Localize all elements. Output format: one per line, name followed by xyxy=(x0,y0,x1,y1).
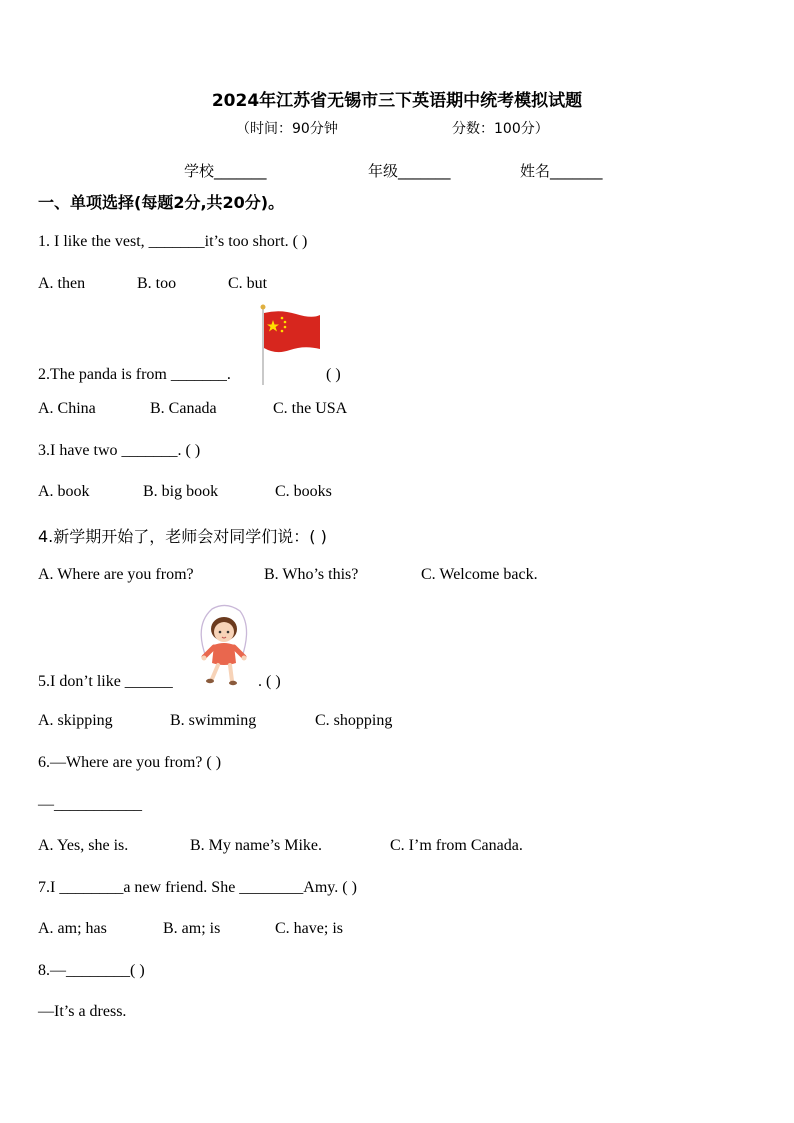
q2-option-b: B. Canada xyxy=(150,400,217,417)
exam-title: 2024年江苏省无锡市三下英语期中统考模拟试题 xyxy=(211,91,583,111)
section-heading: 一、单项选择(每题2分,共20分)。 xyxy=(38,193,285,212)
q5-option-b: B. swimming xyxy=(170,712,257,729)
q7-option-c: C. have; is xyxy=(275,920,343,937)
q5-answer-paren: . ( ) xyxy=(258,673,281,690)
q6-answer-line: —___________ xyxy=(38,796,142,813)
question-4: 4.新学期开始了，老师会对同学们说：( ) xyxy=(38,527,327,546)
q2-option-c: C. the USA xyxy=(273,400,348,417)
question-5: 5.I don’t like ______ xyxy=(38,673,173,690)
name-field: 姓名_______ xyxy=(520,162,603,180)
q4-option-c: C. Welcome back. xyxy=(421,566,538,583)
grade-field: 年级_______ xyxy=(368,162,451,180)
q3-option-c: C. books xyxy=(275,483,332,500)
question-2: 2.The panda is from _______. xyxy=(38,366,231,383)
question-3: 3.I have two _______. ( ) xyxy=(38,442,201,459)
girl-skipping-image xyxy=(192,603,256,689)
exam-time: （时间：90分钟 xyxy=(236,121,338,137)
question-1: 1. I like the vest, _______it’s too short. ( ) xyxy=(38,233,308,250)
question-8: 8.—________( ) xyxy=(38,962,145,979)
q1-option-c: C. but xyxy=(228,275,268,292)
q6-option-a: A. Yes, she is. xyxy=(38,837,129,854)
q3-option-b: B. big book xyxy=(143,483,219,500)
q5-option-a: A. skipping xyxy=(38,712,113,729)
q1-option-b: B. too xyxy=(137,275,177,292)
exam-score: 分数：100分） xyxy=(452,121,549,137)
q8-answer-line: —It’s a dress. xyxy=(38,1003,127,1020)
q6-option-c: C. I’m from Canada. xyxy=(390,837,523,854)
q2-option-a: A. China xyxy=(38,400,96,417)
question-7: 7.I ________a new friend. She ________Amy. ( ) xyxy=(38,879,357,896)
school-field: 学校_______ xyxy=(184,162,267,180)
q4-option-a: A. Where are you from? xyxy=(38,566,194,583)
q7-option-a: A. am; has xyxy=(38,920,107,937)
q3-option-a: A. book xyxy=(38,483,90,500)
q2-answer-paren: ( ) xyxy=(326,366,341,383)
question-6: 6.—Where are you from? ( ) xyxy=(38,754,222,771)
q6-option-b: B. My name’s Mike. xyxy=(190,837,322,854)
q1-option-a: A. then xyxy=(38,275,86,292)
china-flag-image xyxy=(258,303,322,385)
q5-option-c: C. shopping xyxy=(315,712,393,729)
q4-option-b: B. Who’s this? xyxy=(264,566,359,583)
q7-option-b: B. am; is xyxy=(163,920,221,937)
